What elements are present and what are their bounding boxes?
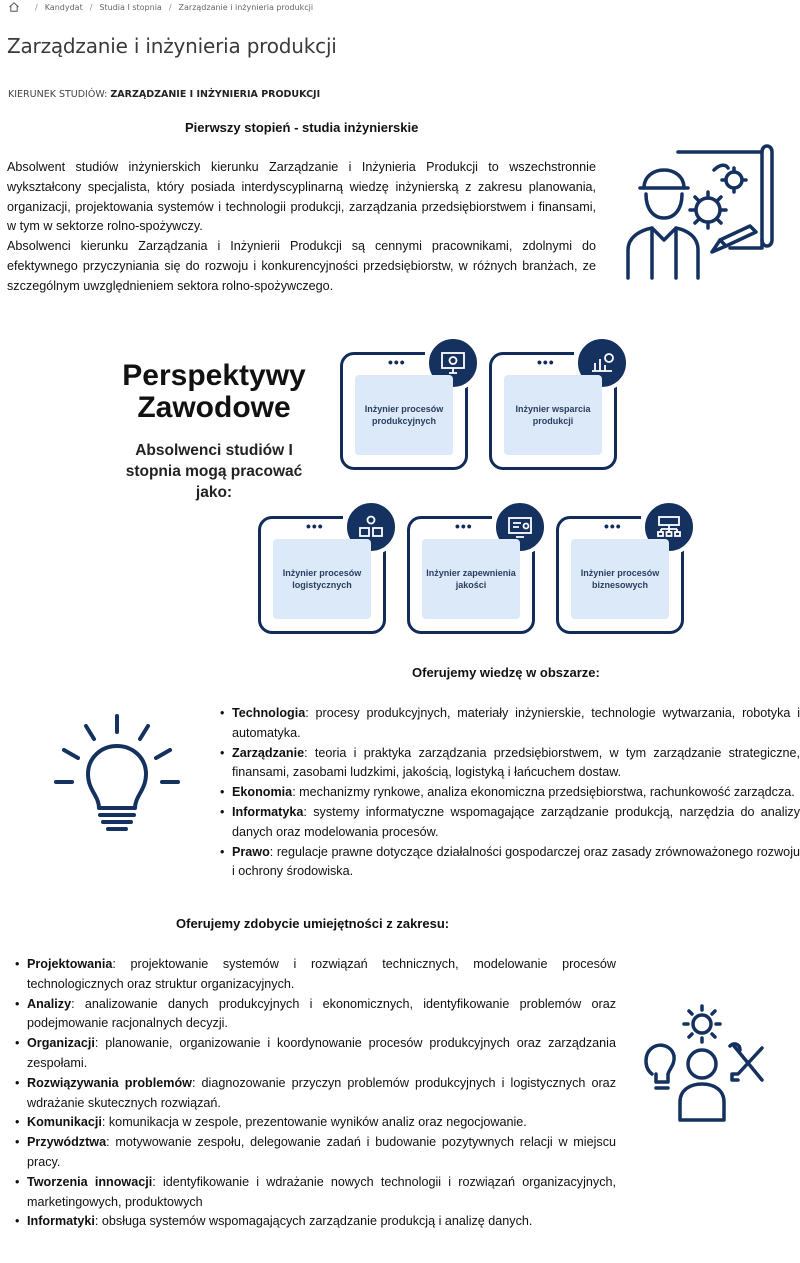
list-item-text: : komunikacja w zespole, prezentowanie wyników analiz oraz negocjowanie. xyxy=(101,1115,527,1130)
list-item-term: Prawo xyxy=(232,844,270,859)
lightbulb-icon xyxy=(52,712,182,837)
career-label: Inżynier procesów logistycznych xyxy=(273,539,371,619)
field-of-study xyxy=(8,89,320,100)
list-item xyxy=(220,783,800,803)
breadcrumb-link-kandydat[interactable]: Kandydat xyxy=(44,2,83,12)
list-item-term: Informatyki xyxy=(27,1214,95,1229)
list-item-text: : planowanie, organizowanie i koordynowanie procesów produkcyjnych oraz zarządzania zespołami. xyxy=(27,1036,616,1070)
list-item-text: : regulacje prawne dotyczące działalności gospodarczej oraz zasady zrównoważonego rozwoju i ochrony środowiska. xyxy=(232,844,800,879)
intro-paragraph: Absolwent studiów inżynierskich kierunku Zarządzanie i Inżynieria Produkcji to wszechstronnie wykształcony specjalista, który posiada interdyscyplinarną wiedzę inżynierską z zakresu planowania, organizacji, projektowania systemów i technologii produkcji, zarządzania przedsiębiorstwem i finansami, w tym w sektorze rolno-spożywczy. xyxy=(7,160,596,234)
list-item xyxy=(220,803,800,843)
breadcrumb-separator: / xyxy=(89,2,93,12)
career-card xyxy=(489,352,617,470)
list-item-text: : motywowanie zespołu, delegowanie zadań i budowanie pozytywnych relacji w miejscu pracy. xyxy=(27,1135,616,1169)
breadcrumb-link-studia[interactable]: Studia I stopnia xyxy=(99,2,162,12)
breadcrumb-current: Zarządzanie i inżynieria produkcji xyxy=(178,2,314,12)
knowledge-list xyxy=(220,704,800,882)
list-item-text: : procesy produkcyjnych, materiały inżynierskie, technologie wytwarzania, robotyka i automatyka. xyxy=(232,706,800,740)
list-item xyxy=(220,704,800,744)
list-item-term: Organizacji xyxy=(27,1036,95,1051)
breadcrumb-separator: / xyxy=(168,2,172,12)
career-label: Inżynier zapewnienia jakości xyxy=(422,539,520,619)
engineer-illustration-icon xyxy=(622,140,774,282)
list-item-term: Technologia xyxy=(232,706,306,720)
career-label: Inżynier procesów produkcyjnych xyxy=(355,375,453,455)
dots-icon: ••• xyxy=(455,518,473,534)
career-label: Inżynier procesów biznesowych xyxy=(571,539,669,619)
intro-paragraph: Absolwenci kierunku Zarządzania i Inżynierii Produkcji są cennymi pracownikami, zdolnymi do efektywnego przyczyniania się do rozwoju i konkurencyjności przedsiębiorstw, w różnych branżach, ze szczególnym uwzględnieniem sektora rolno-spożywczego. xyxy=(7,239,596,293)
list-item xyxy=(15,1133,616,1173)
list-item-text: : projektowanie systemów i rozwiązań technicznych, modelowanie procesów technologicznych oraz struktur organizacyjnych. xyxy=(27,957,616,991)
list-item xyxy=(15,1173,616,1213)
list-item xyxy=(15,1113,616,1133)
list-item-term: Zarządzanie xyxy=(232,745,305,760)
list-item-text: : identyfikowanie i wdrażanie nowych technologii i rozwiązań organizacyjnych, marketingowych, produktowych xyxy=(27,1174,616,1209)
perspectives-title-line: Perspektywy xyxy=(122,359,306,392)
dots-icon: ••• xyxy=(306,518,324,534)
list-item-term: Analizy xyxy=(27,996,72,1011)
knowledge-heading: Oferujemy wiedzę w obszarze: xyxy=(412,665,600,680)
list-item-term: Projektowania xyxy=(27,957,113,971)
skills-heading: Oferujemy zdobycie umiejętności z zakresu: xyxy=(176,916,450,931)
list-item-text: : analizowanie danych produkcyjnych i ekonomicznych, identyfikowanie problemów oraz podejmowanie racjonalnych decyzji. xyxy=(27,996,616,1031)
perspectives-title-line: Zawodowe xyxy=(137,391,291,424)
breadcrumb xyxy=(8,0,313,14)
list-item-text: : systemy informatyczne wspomagające zarządzanie produkcją, narzędzia do analizy danych oraz modelowania procesów. xyxy=(232,804,800,839)
career-label: Inżynier wsparcia produkcji xyxy=(504,375,602,455)
career-card xyxy=(556,516,684,634)
career-perspectives-infographic xyxy=(108,328,688,638)
list-item xyxy=(15,995,616,1035)
degree-heading: Pierwszy stopień - studia inżynierskie xyxy=(185,120,419,135)
dots-icon: ••• xyxy=(537,354,555,370)
list-item xyxy=(15,1074,616,1114)
career-card xyxy=(258,516,386,634)
field-value: ZARZĄDZANIE I INŻYNIERIA PRODUKCJI xyxy=(110,89,321,100)
breadcrumb-separator: / xyxy=(35,2,38,12)
list-item xyxy=(15,955,616,995)
list-item-term: Informatyka xyxy=(232,804,304,819)
list-item-term: Ekonomia xyxy=(232,785,293,800)
person-skills-icon xyxy=(638,1002,770,1126)
dots-icon: ••• xyxy=(388,354,406,370)
dots-icon: ••• xyxy=(604,518,622,534)
career-card xyxy=(340,352,468,470)
list-item xyxy=(15,1212,616,1232)
list-item-text: : teoria i praktyka zarządzania przedsiębiorstwem, w tym zarządzanie strategiczne, finansami, zasobami ludzkimi, jakością, logistyką i łańcuchem dostaw. xyxy=(232,745,800,780)
page-title: Zarządzanie i inżynieria produkcji xyxy=(7,34,337,58)
field-label: KIERUNEK STUDIÓW: xyxy=(8,89,108,100)
skills-list xyxy=(15,955,616,1232)
perspectives-title xyxy=(108,360,320,424)
list-item-text: : obsługa systemów wspomagających zarządzanie produkcją i analizę danych. xyxy=(94,1214,533,1229)
list-item xyxy=(220,744,800,784)
career-card xyxy=(407,516,535,634)
list-item-text: : diagnozowanie przyczyn problemów produkcyjnych i logistycznych oraz wdrażanie skutecznych rozwiązań. xyxy=(27,1075,616,1110)
list-item-term: Komunikacji xyxy=(27,1115,102,1130)
list-item-text: : mechanizmy rynkowe, analiza ekonomiczna przedsiębiorstwa, rachunkowość zarządcza. xyxy=(292,785,795,800)
perspectives-subtitle: Absolwenci studiów I stopnia mogą pracować jako: xyxy=(125,442,303,501)
list-item xyxy=(220,843,800,883)
home-icon[interactable] xyxy=(8,1,20,13)
list-item-term: Przywództwa xyxy=(27,1135,107,1150)
list-item xyxy=(15,1034,616,1074)
intro-text xyxy=(7,158,596,297)
list-item-term: Rozwiązywania problemów xyxy=(27,1075,192,1090)
list-item-term: Tworzenia innowacji xyxy=(27,1174,153,1189)
